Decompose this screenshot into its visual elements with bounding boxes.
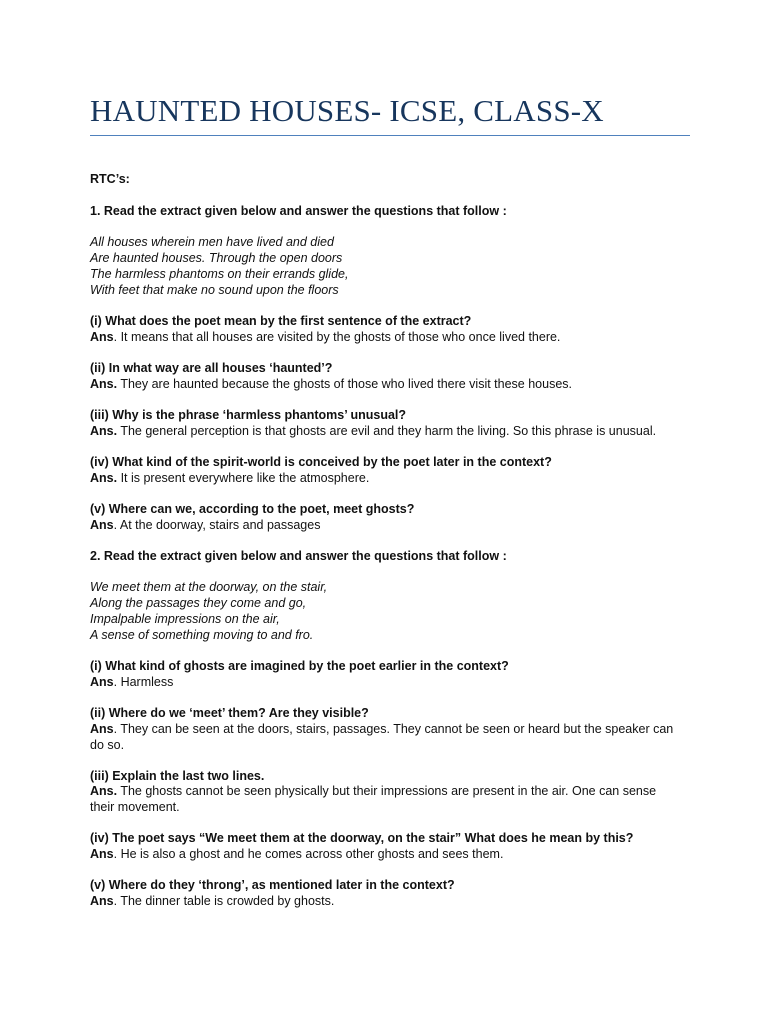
poem-line: With feet that make no sound upon the floors bbox=[90, 282, 339, 297]
poem-line: We meet them at the doorway, on the stair, bbox=[90, 580, 328, 595]
extract-heading: 2. Read the extract given below and answer the questions that follow : bbox=[90, 548, 507, 563]
question-answer bbox=[90, 659, 678, 690]
question: (iv) What kind of the spirit-world is conceived by the poet later in the context? bbox=[90, 454, 552, 469]
question: (v) Where do they ‘throng’, as mentioned later in the context? bbox=[90, 878, 455, 893]
answer-text: . Harmless bbox=[113, 674, 174, 689]
question: (i) What kind of ghosts are imagined by the poet earlier in the context? bbox=[90, 659, 509, 674]
poem-line: The harmless phantoms on their errands glide, bbox=[90, 266, 349, 281]
answer-label: Ans bbox=[90, 894, 114, 908]
question: (iii) Explain the last two lines. bbox=[90, 768, 265, 783]
question-answer bbox=[90, 878, 678, 909]
poem-line: Along the passages they come and go, bbox=[90, 596, 307, 611]
answer-text: The general perception is that ghosts are evil and they harm the living. So this phrase is unusual. bbox=[117, 423, 657, 438]
answer-label: Ans. bbox=[90, 423, 118, 438]
answer bbox=[90, 471, 678, 487]
document-title: HAUNTED HOUSES- ICSE, CLASS-X bbox=[90, 93, 604, 128]
question-answer bbox=[90, 455, 678, 486]
question: (i) What does the poet mean by the first sentence of the extract? bbox=[90, 314, 472, 329]
answer-label: Ans bbox=[90, 674, 114, 689]
document-body bbox=[90, 136, 678, 910]
question-answer bbox=[90, 706, 678, 753]
poem-line: All houses wherein men have lived and died bbox=[90, 235, 334, 250]
question: (v) Where can we, according to the poet, meet ghosts? bbox=[90, 501, 415, 516]
poem-line: Impalpable impressions on the air, bbox=[90, 611, 280, 626]
answer-label: Ans. bbox=[90, 470, 118, 485]
question-answer bbox=[90, 314, 678, 345]
answer-text: . At the doorway, stairs and passages bbox=[113, 517, 321, 532]
poem-extract bbox=[90, 235, 678, 298]
answer bbox=[90, 330, 678, 346]
answer-text: The ghosts cannot be seen physically but their impressions are present in the air. One can sense their movement. bbox=[90, 784, 657, 815]
question-answer bbox=[90, 361, 678, 392]
answer-label: Ans bbox=[90, 721, 114, 736]
answer-text: . He is also a ghost and he comes across other ghosts and sees them. bbox=[113, 847, 504, 862]
poem-line: A sense of something moving to and fro. bbox=[90, 627, 314, 642]
answer bbox=[90, 847, 678, 863]
answer bbox=[90, 784, 678, 815]
answer bbox=[90, 675, 678, 691]
answer bbox=[90, 722, 678, 753]
question-answer bbox=[90, 831, 678, 862]
extract-heading: 1. Read the extract given below and answer the questions that follow : bbox=[90, 203, 507, 218]
answer-text: . It means that all houses are visited by the ghosts of those who once lived there. bbox=[113, 329, 561, 344]
question-answer bbox=[90, 769, 678, 816]
answer bbox=[90, 518, 678, 534]
answer-label: Ans bbox=[90, 517, 114, 532]
extract-section bbox=[90, 204, 678, 534]
answer bbox=[90, 424, 678, 440]
answer-label: Ans bbox=[90, 329, 114, 344]
answer-label: Ans bbox=[90, 847, 114, 862]
answer-text: . They can be seen at the doors, stairs, passages. They cannot be seen or heard but the speaker can do so. bbox=[90, 721, 674, 752]
question: (iv) The poet says “We meet them at the doorway, on the stair” What does he mean by this? bbox=[90, 831, 634, 846]
question: (ii) Where do we ‘meet’ them? Are they visible? bbox=[90, 706, 369, 721]
answer-label: Ans. bbox=[90, 784, 118, 799]
answer-text: . The dinner table is crowded by ghosts. bbox=[113, 894, 335, 908]
extract-section bbox=[90, 549, 678, 910]
answer bbox=[90, 894, 678, 910]
answer bbox=[90, 377, 678, 393]
question: (iii) Why is the phrase ‘harmless phantoms’ unusual? bbox=[90, 408, 407, 423]
question-answer bbox=[90, 502, 678, 533]
rtc-heading: RTC’s: bbox=[90, 172, 130, 186]
answer-text: They are haunted because the ghosts of those who lived there visit these houses. bbox=[117, 376, 573, 391]
answer-text: It is present everywhere like the atmosphere. bbox=[117, 470, 370, 485]
question: (ii) In what way are all houses ‘haunted’? bbox=[90, 361, 333, 376]
answer-label: Ans. bbox=[90, 376, 118, 391]
question-answer bbox=[90, 408, 678, 439]
poem-extract bbox=[90, 580, 678, 643]
poem-line: Are haunted houses. Through the open doors bbox=[90, 251, 343, 266]
